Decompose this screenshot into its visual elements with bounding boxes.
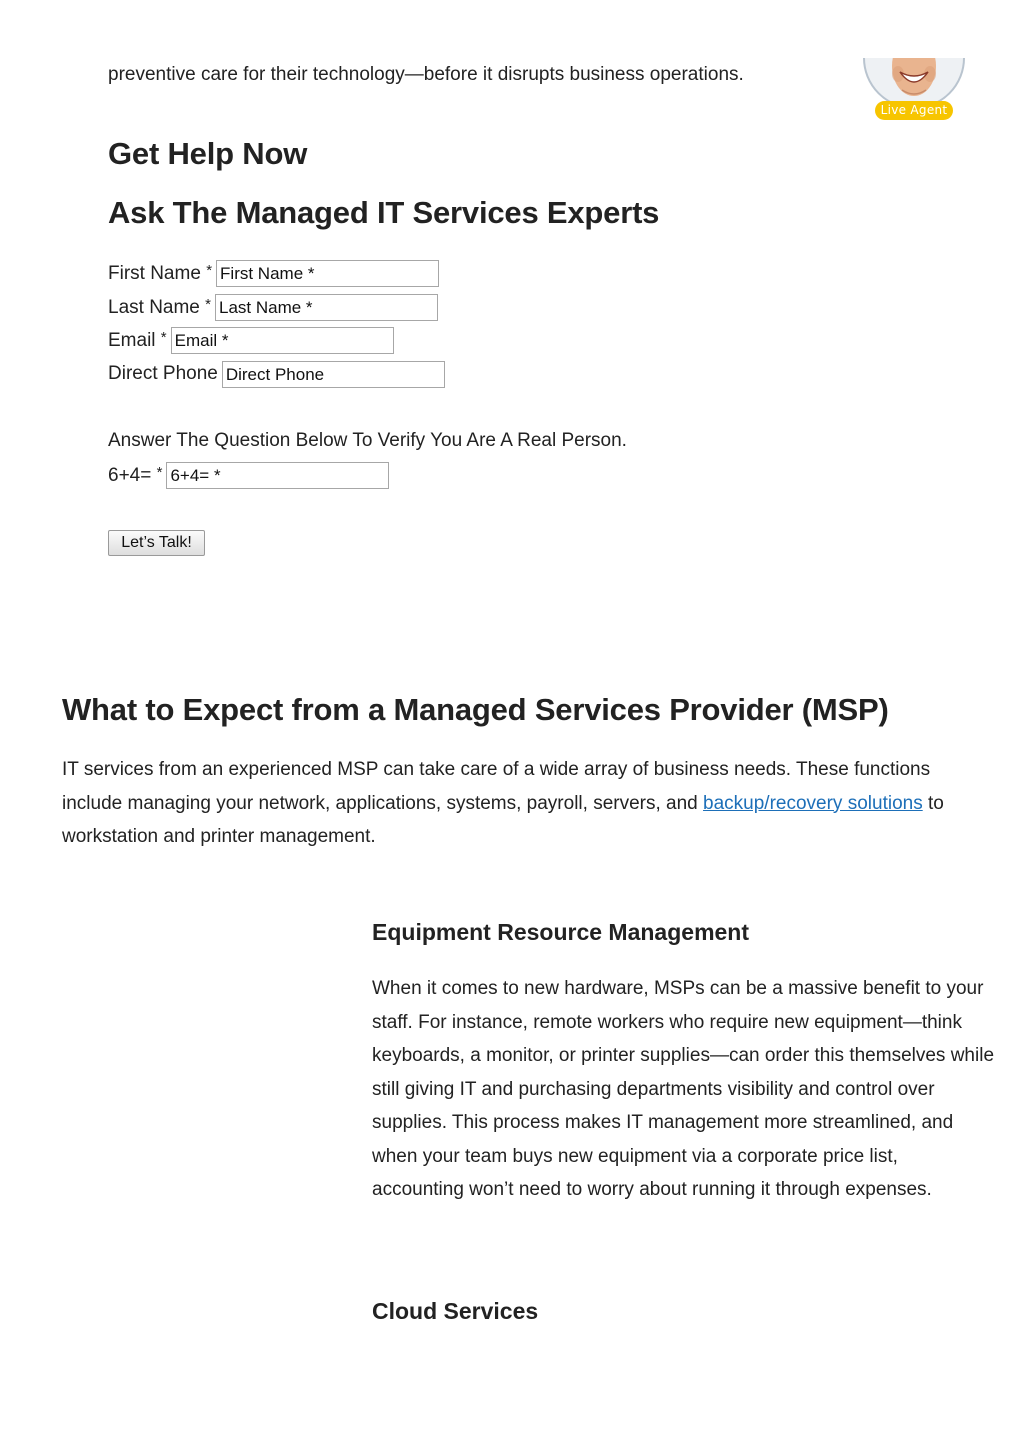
required-mark: * (156, 463, 163, 481)
last-name-label: Last Name * (108, 295, 211, 318)
required-mark: * (206, 261, 213, 279)
last-name-row (108, 293, 438, 321)
captcha-row (108, 461, 389, 489)
intro-paragraph-tail: preventive care for their technology—before it disrupts business operations. (108, 64, 744, 85)
first-name-row (108, 259, 439, 287)
backup-recovery-link[interactable]: backup/recovery solutions (703, 792, 923, 814)
last-name-input[interactable] (215, 294, 438, 321)
cloud-services-heading: Cloud Services (372, 1298, 539, 1324)
phone-input[interactable] (222, 361, 445, 388)
lets-talk-button[interactable]: Let’s Talk! (108, 530, 205, 556)
captcha-instructions: Answer The Question Below To Verify You Are A Real Person. (108, 430, 627, 451)
msp-section-title: What to Expect from a Managed Services Provider (MSP) (62, 692, 889, 727)
email-label: Email * (108, 328, 167, 351)
captcha-input[interactable] (166, 462, 389, 489)
phone-row (108, 360, 445, 388)
required-mark: * (205, 295, 211, 313)
agent-avatar[interactable] (862, 58, 966, 102)
get-help-heading: Get Help Now (108, 136, 308, 171)
first-name-input[interactable] (216, 260, 439, 287)
equipment-body: When it comes to new hardware, MSPs can be a massive benefit to your staff. For instance, remote workers who require new equipment—think keyboards, a monitor, or printer supplies—can order this themselves while still giving IT and purchasing departments visibility and control over supplies. This process makes IT management more streamlined, and when your team buys new equipment via a corporate price list, accounting won’t need to worry about running it through expenses. (372, 978, 995, 1200)
live-agent-badge[interactable]: Live Agent (875, 101, 953, 120)
required-mark: * (160, 328, 167, 346)
msp-section-intro: IT services from an experienced MSP can take care of a wide array of business needs. These functions include managing your network, applications, systems, payroll, servers, and backup/recovery solutions to workstation and printer management. (62, 759, 944, 847)
first-name-label: First Name * (108, 261, 213, 284)
phone-label: Direct Phone (108, 363, 218, 384)
captcha-label: 6+4= * (108, 463, 163, 486)
live-agent-widget[interactable] (862, 58, 966, 122)
form-subheading: Ask The Managed IT Services Experts (108, 195, 660, 230)
email-input[interactable] (171, 327, 394, 354)
email-row (108, 326, 394, 354)
equipment-heading: Equipment Resource Management (372, 919, 750, 945)
